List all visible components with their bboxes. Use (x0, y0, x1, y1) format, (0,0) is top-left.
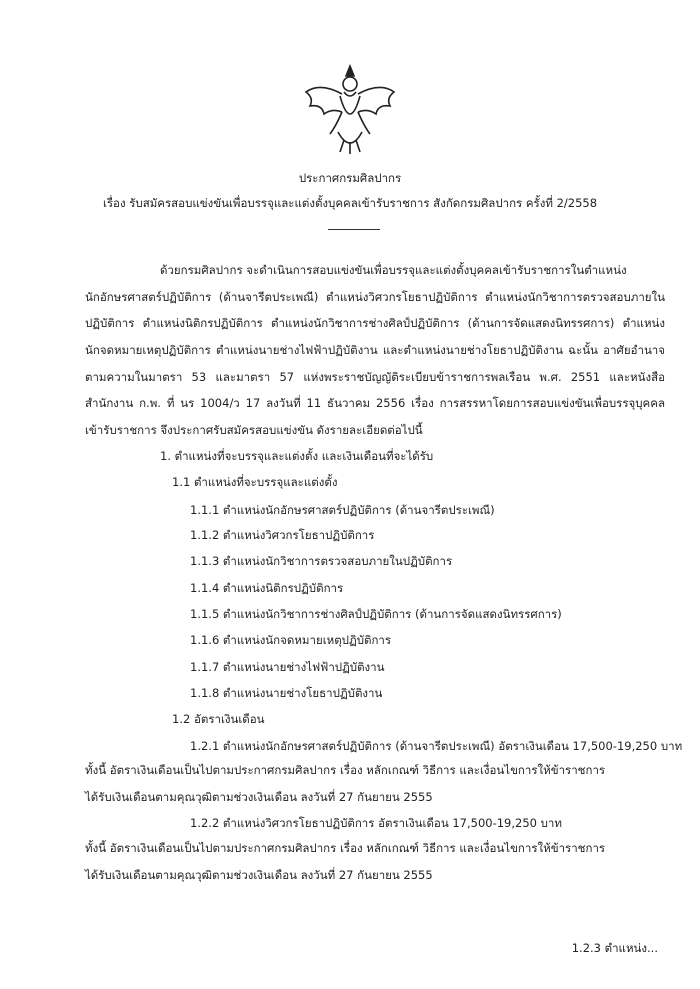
announcement-subject: เรื่อง รับสมัครสอบแข่งขันเพื่อบรรจุและแต่งตั้งบุคคลเข้ารับราชการ สังกัดกรมศิลปากร ครั้งที่ 2/2558 (102, 196, 598, 210)
intro-line: ด้วยกรมศิลปากร จะดำเนินการสอบแข่งขันเพื่อบรรจุและแต่งตั้งบุคคลเข้ารับราชการในตำแหน่ง (160, 263, 627, 277)
announcement-title: ประกาศกรมศิลปากร (298, 171, 402, 185)
salary-line: 1.2.1 ตำแหน่งนักอักษรศาสตร์ปฏิบัติการ (ด้านจารีตประเพณี) อัตราเงินเดือน 17,500-19,250 บาท (190, 739, 683, 753)
section-1-1-heading: 1.1 ตำแหน่งที่จะบรรจุและแต่งตั้ง (172, 475, 338, 489)
position-item: 1.1.7 ตำแหน่งนายช่างไฟฟ้าปฏิบัติงาน (190, 660, 385, 674)
page-continuation: 1.2.3 ตำแหน่ง... (571, 941, 658, 955)
salary-line: ทั้งนี้ อัตราเงินเดือนเป็นไปตามประกาศกรมศิลปากร เรื่อง หลักเกณฑ์ วิธีการ และเงื่อนไขการให้ข้าราชการ (85, 841, 606, 855)
intro-line: นักอักษรศาสตร์ปฏิบัติการ (ด้านจารีตประเพณี) ตำแหน่งวิศวกรโยธาปฏิบัติการ ตำแหน่งนักวิชาการตรวจสอบภายใน (85, 290, 665, 304)
intro-line: นักจดหมายเหตุปฏิบัติการ ตำแหน่งนายช่างไฟฟ้าปฏิบัติงาน และตำแหน่งนายช่างโยธาปฏิบัติงาน ฉะนั้น อาศัยอำนาจ (85, 343, 665, 357)
salary-line: ได้รับเงินเดือนตามคุณวุฒิตามช่วงเงินเดือน ลงวันที่ 27 กันยายน 2555 (85, 868, 433, 882)
position-item: 1.1.2 ตำแหน่งวิศวกรโยธาปฏิบัติการ (190, 528, 375, 542)
intro-line: ปฏิบัติการ ตำแหน่งนิติกรปฏิบัติการ ตำแหน่งนักวิชาการช่างศิลป์ปฏิบัติการ (ด้านการจัดแสดงนิทรรศการ) ตำแหน่ง (85, 316, 665, 330)
position-item: 1.1.4 ตำแหน่งนิติกรปฏิบัติการ (190, 581, 344, 595)
salary-line: 1.2.2 ตำแหน่งวิศวกรโยธาปฏิบัติการ อัตราเงินเดือน 17,500-19,250 บาท (190, 816, 562, 830)
title-divider (328, 229, 380, 230)
salary-line: ได้รับเงินเดือนตามคุณวุฒิตามช่วงเงินเดือน ลงวันที่ 27 กันยายน 2555 (85, 790, 433, 804)
section-1-heading: 1. ตำแหน่งที่จะบรรจุและแต่งตั้ง และเงินเดือนที่จะได้รับ (160, 449, 434, 463)
position-item: 1.1.3 ตำแหน่งนักวิชาการตรวจสอบภายในปฏิบัติการ (190, 554, 453, 568)
intro-line: ตามความในมาตรา 53 และมาตรา 57 แห่งพระราชบัญญัติระเบียบข้าราชการพลเรือน พ.ศ. 2551 และหนังสือ (85, 370, 665, 384)
intro-line: เข้ารับราชการ จึงประกาศรับสมัครสอบแข่งขัน ดังรายละเอียดต่อไปนี้ (85, 423, 423, 437)
section-1-2-heading: 1.2 อัตราเงินเดือน (172, 712, 265, 726)
salary-line: ทั้งนี้ อัตราเงินเดือนเป็นไปตามประกาศกรมศิลปากร เรื่อง หลักเกณฑ์ วิธีการ และเงื่อนไขการให้ข้าราชการ (85, 763, 606, 777)
intro-line: สำนักงาน ก.พ. ที่ นร 1004/ว 17 ลงวันที่ 11 ธันวาคม 2556 เรื่อง การสรรหาโดยการสอบแข่งขันเพื่อบรรจุบุคคล (85, 396, 665, 410)
position-item: 1.1.6 ตำแหน่งนักจดหมายเหตุปฏิบัติการ (190, 633, 392, 647)
position-item: 1.1.5 ตำแหน่งนักวิชาการช่างศิลป์ปฏิบัติการ (ด้านการจัดแสดงนิทรรศการ) (190, 607, 562, 621)
position-item: 1.1.8 ตำแหน่งนายช่างโยธาปฏิบัติงาน (190, 686, 383, 700)
position-item: 1.1.1 ตำแหน่งนักอักษรศาสตร์ปฏิบัติการ (ด้านจารีตประเพณี) (190, 503, 495, 517)
garuda-emblem-icon (300, 62, 400, 158)
